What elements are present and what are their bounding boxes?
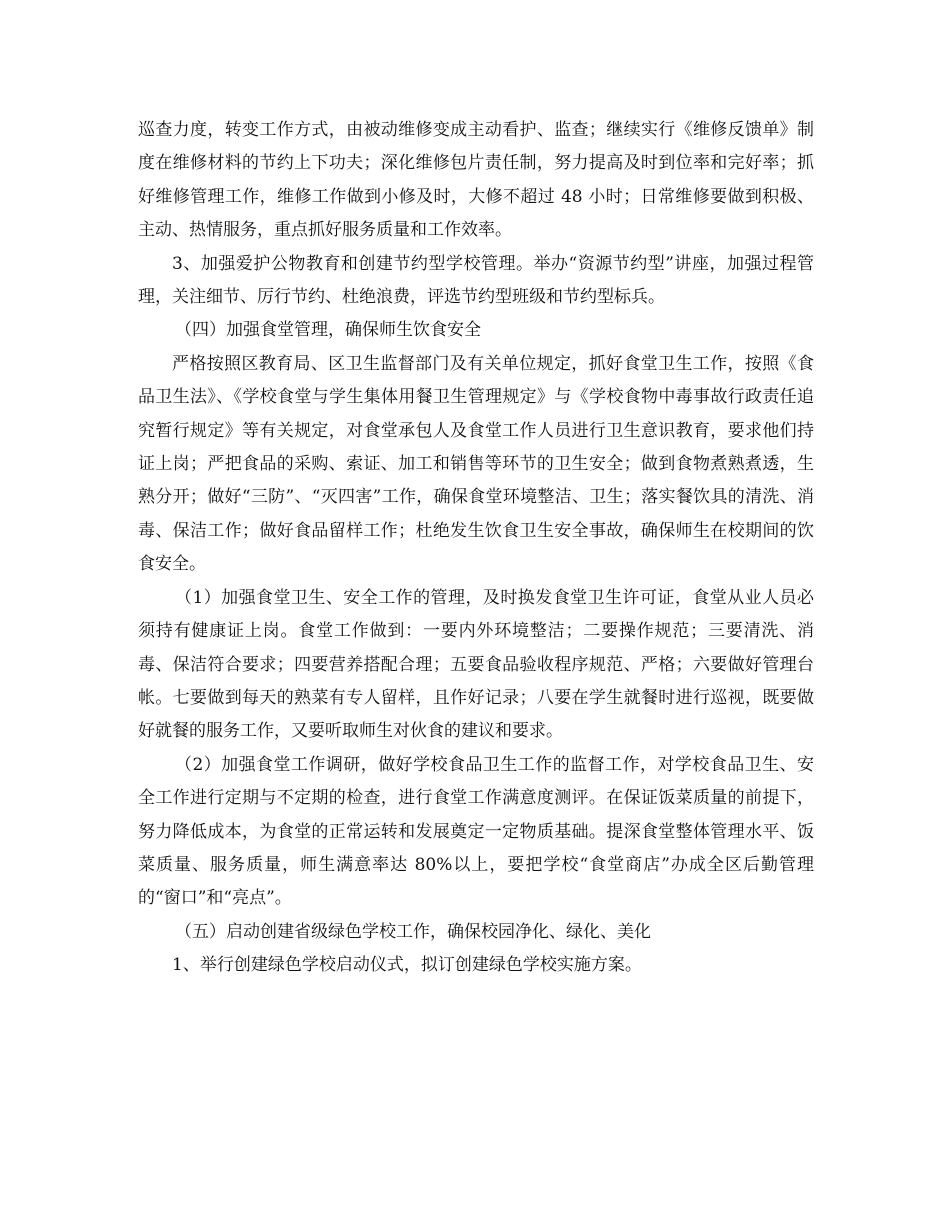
- paragraph-green-school-launch: 1、举行创建绿色学校启动仪式，拟订创建绿色学校实施方案。: [172, 955, 642, 976]
- paragraph-maintenance-continued: 巡查力度，转变工作方式，由被动维修变成主动看护、监查；继续实行《维修反馈单》制度在维修材料的节约上下功夫；深化维修包片责任制，努力提高及时到位率和完好率；抓好维修管理工作，维修工作做到小修及时，大修不超过 48 小时；日常维修要做到积极、主动、热情服务，重点抓好服务质量和工作效率。: [138, 120, 814, 241]
- paragraph-canteen-regulations: 严格按照区教育局、区卫生监督部门及有关单位规定，抓好食堂卫生工作，按照《食品卫生法》、《学校食堂与学生集体用餐卫生管理规定》与《学校食物中毒事故行政责任追究暂行规定》等有关规定，对食堂承包人及食堂工作人员进行卫生意识教育，要求他们持证上岗；严把食品的采购、索证、加工和销售等环节的卫生安全；做到食物煮熟煮透，生熟分开；做好“三防”、“灭四害”工作，确保食堂环境整洁、卫生；落实餐饮具的清洗、消毒、保洁工作；做好食品留样工作；杜绝发生饮食卫生安全事故，确保师生在校期间的饮食安全。: [138, 353, 814, 575]
- section-heading-canteen-management: （四）加强食堂管理，确保师生饮食安全: [175, 320, 481, 341]
- section-heading-green-school: （五）启动创建省级绿色学校工作，确保校园净化、绿化、美化: [175, 921, 651, 942]
- paragraph-canteen-safety-item-1: （1）加强食堂卫生、安全工作的管理，及时换发食堂卫生许可证，食堂从业人员必须持有健康证上岗。食堂工作做到：一要内外环境整洁；二要操作规范；三要清洗、消毒、保洁符合要求；四要营养搭配合理；五要食品验收程序规范、严格；六要做好管理台帐。七要做到每天的熟菜有专人留样，且作好记录；八要在学生就餐时进行巡视，既要做好就餐的服务工作，又要听取师生对伙食的建议和要求。: [138, 587, 814, 742]
- paragraph-conservation-education: 3、加强爱护公物教育和创建节约型学校管理。举办“资源节约型”讲座，加强过程管理，关注细节、厉行节约、杜绝浪费，评选节约型班级和节约型标兵。: [138, 253, 814, 308]
- paragraph-canteen-research-item-2: （2）加强食堂工作调研，做好学校食品卫生工作的监督工作，对学校食品卫生、安全工作进行定期与不定期的检查，进行食堂工作满意度测评。在保证饭菜质量的前提下，努力降低成本，为食堂的正常运转和发展奠定一定物质基础。提深食堂整体管理水平、饭菜质量、服务质量，师生满意率达 80%以上，要把学校“食堂商店”办成全区后勤管理的“窗口”和“亮点”。: [138, 754, 814, 909]
- document-body: [138, 114, 814, 983]
